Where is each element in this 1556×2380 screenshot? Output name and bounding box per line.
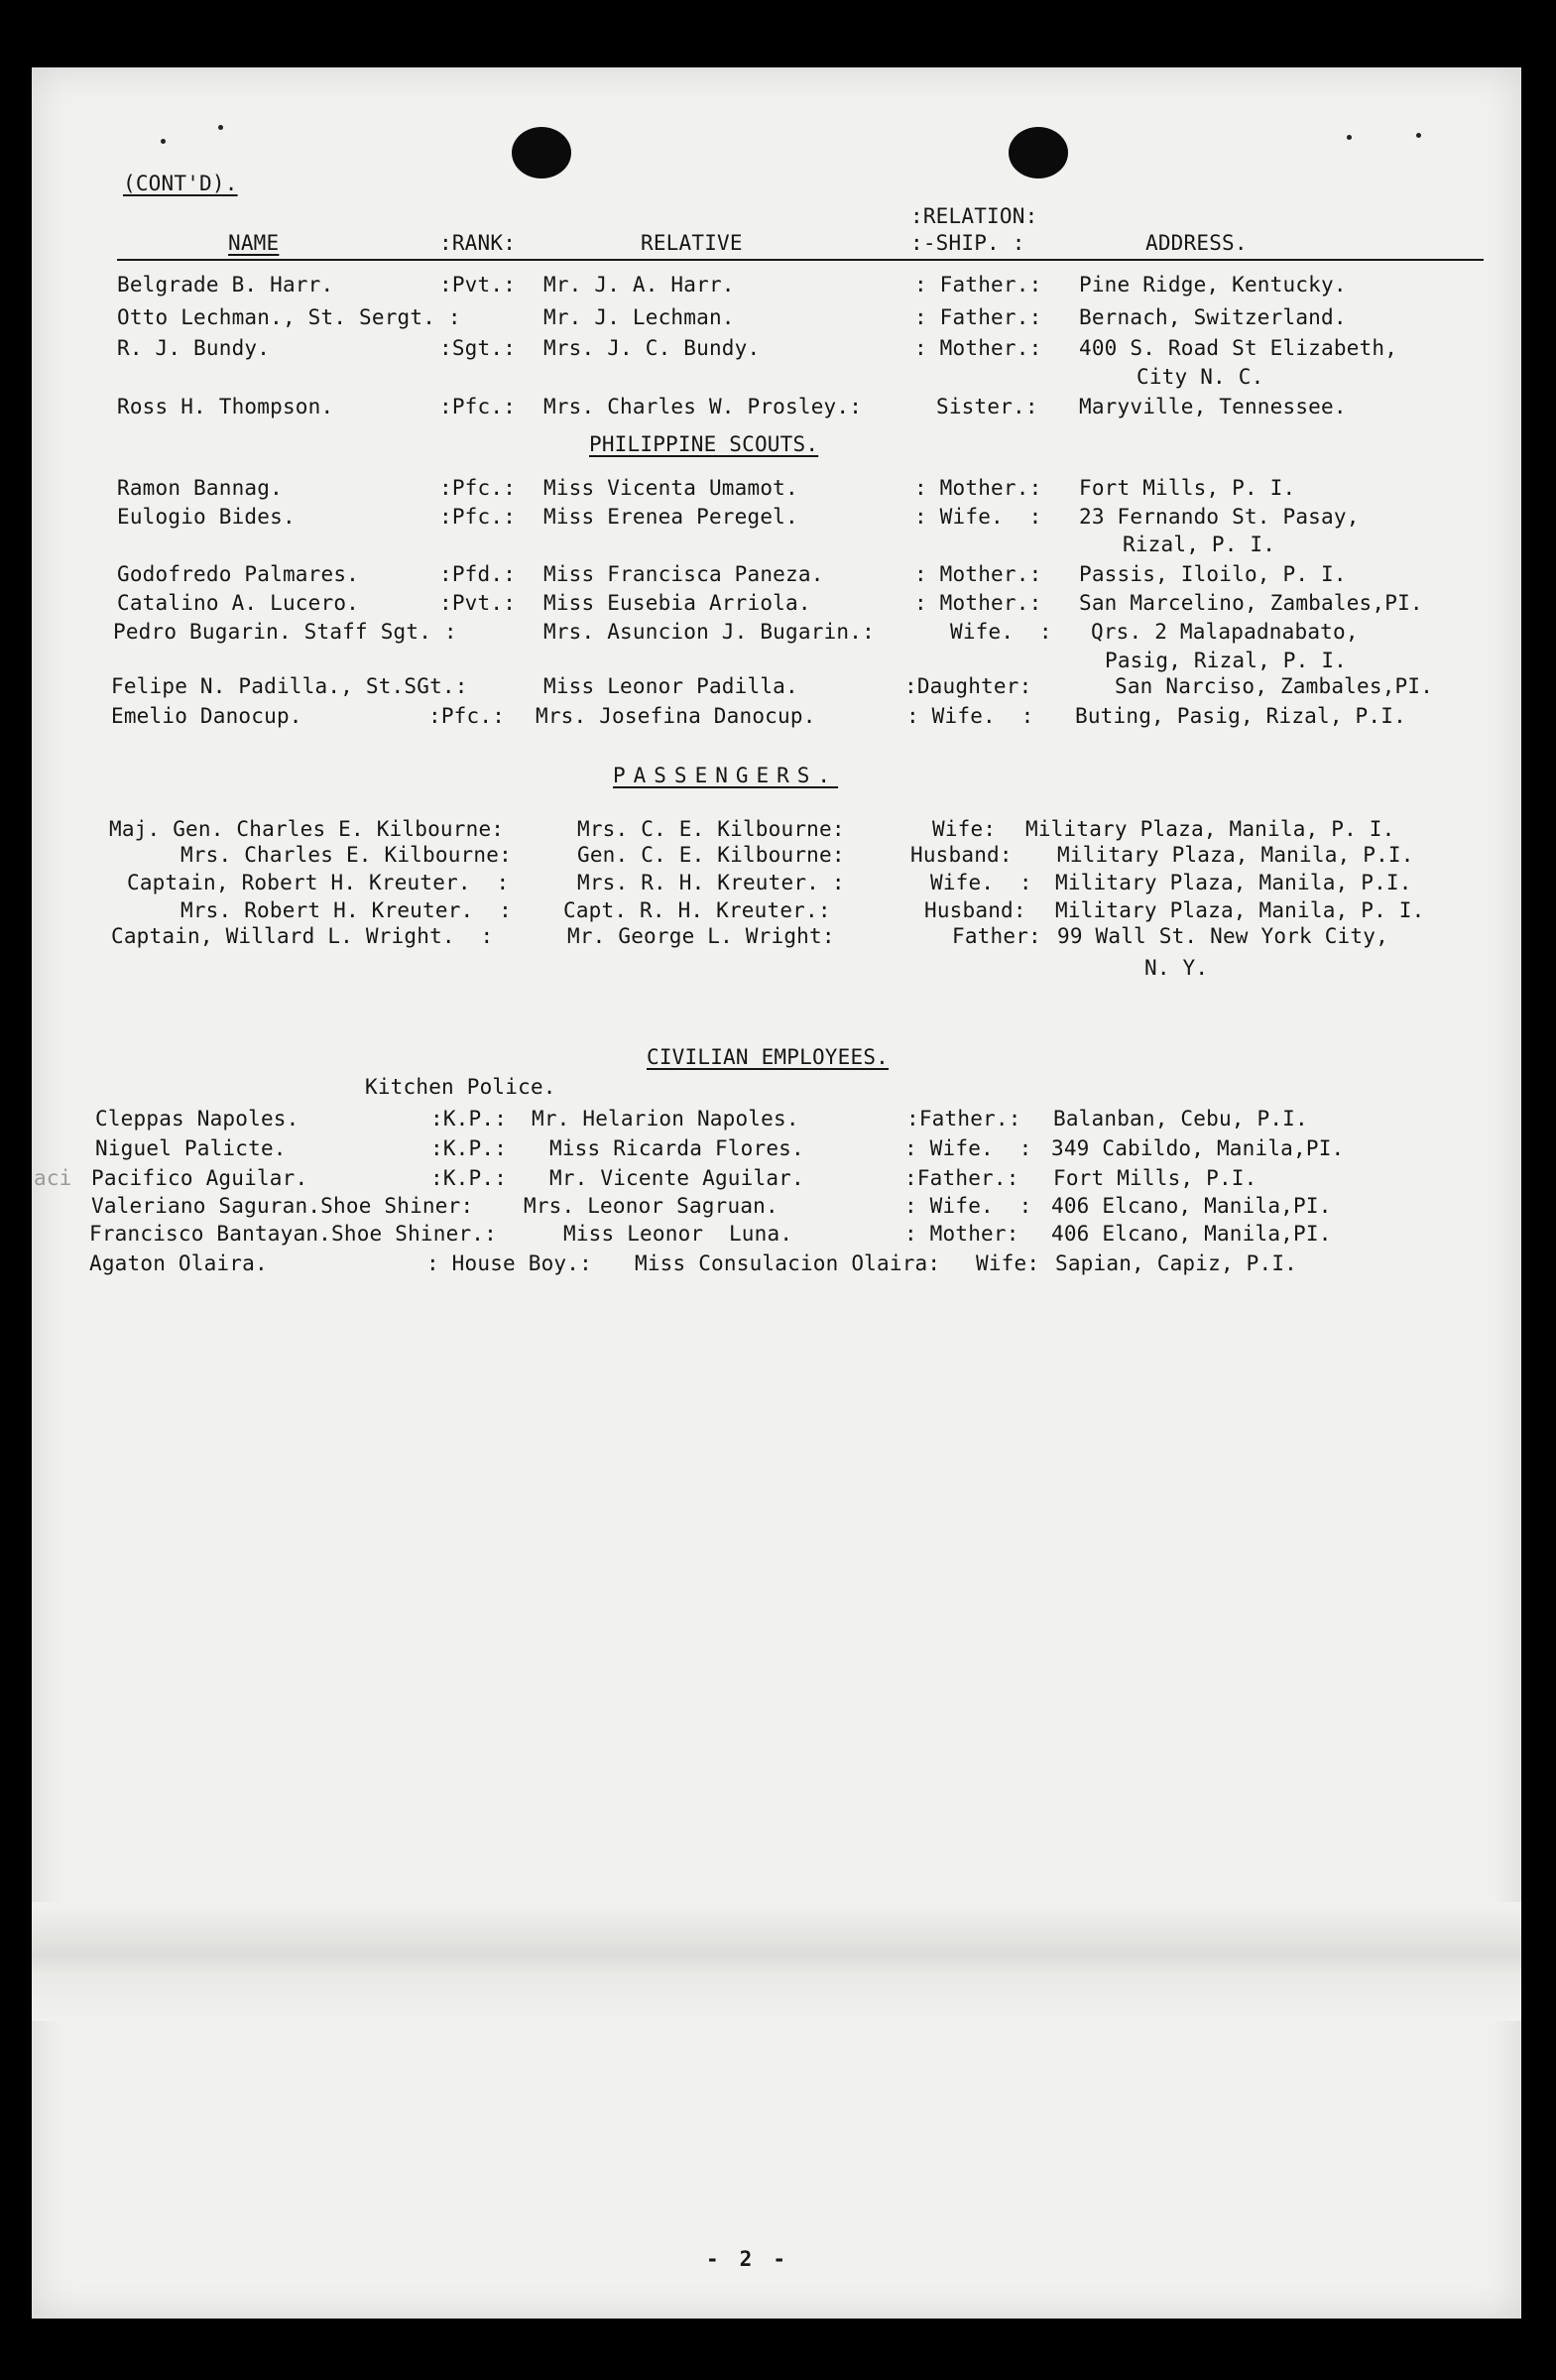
- column-header-relative: RELATIVE: [641, 231, 743, 255]
- row-relative: Mr. Helarion Napoles.: [532, 1107, 799, 1130]
- speck: [218, 125, 223, 130]
- row-address: 406 Elcano, Manila,PI.: [1051, 1194, 1332, 1218]
- row-name: Valeriano Saguran.Shoe Shiner:: [91, 1194, 474, 1218]
- punch-hole-left: [512, 127, 571, 178]
- row-relationship: Father:: [952, 924, 1041, 948]
- row-address: 99 Wall St. New York City,: [1057, 924, 1388, 948]
- row-relative: Mrs. R. H. Kreuter. :: [577, 871, 845, 894]
- row-relative: Miss Vicenta Umamot.: [543, 476, 798, 500]
- row-address: San Marcelino, Zambales,PI.: [1079, 591, 1423, 615]
- row-rank: :Pfc.:: [439, 505, 517, 529]
- row-relationship: : Wife. :: [906, 704, 1034, 728]
- row-address: Military Plaza, Manila, P. I.: [1055, 898, 1425, 922]
- row-address-cont: Rizal, P. I.: [1123, 533, 1276, 556]
- row-address: Military Plaza, Manila, P.I.: [1055, 871, 1412, 894]
- row-rank: :Pvt.:: [439, 273, 517, 297]
- row-name: Maj. Gen. Charles E. Kilbourne:: [109, 817, 505, 841]
- row-address: Fort Mills, P.I.: [1053, 1166, 1257, 1190]
- row-relationship: Husband:: [910, 843, 1013, 867]
- row-relative: Mrs. Asuncion J. Bugarin.:: [543, 620, 875, 644]
- speck: [1347, 135, 1352, 140]
- row-name: Francisco Bantayan.Shoe Shiner.:: [89, 1222, 497, 1246]
- row-address-cont: City N. C.: [1137, 365, 1264, 389]
- row-name: Catalino A. Lucero.: [117, 591, 360, 615]
- row-relative: Mrs. Leonor Sagruan.: [524, 1194, 778, 1218]
- row-relationship: : Wife. :: [914, 505, 1042, 529]
- column-header-address: ADDRESS.: [1145, 231, 1248, 255]
- contd-label: (CONT'D).: [123, 172, 238, 195]
- row-name: Eulogio Bides.: [117, 505, 296, 529]
- row-address: Sapian, Capiz, P.I.: [1055, 1251, 1298, 1275]
- row-relationship: : Mother.:: [914, 562, 1042, 586]
- row-relative: Miss Erenea Peregel.: [543, 505, 798, 529]
- row-relationship: : Wife. :: [904, 1194, 1032, 1218]
- row-relationship: : Wife. :: [904, 1136, 1032, 1160]
- row-address: Fort Mills, P. I.: [1079, 476, 1296, 500]
- row-relationship: :Father.:: [904, 1166, 1019, 1190]
- row-address: Pine Ridge, Kentucky.: [1079, 273, 1347, 297]
- row-relationship: : Father.:: [914, 305, 1042, 329]
- relation-header-line1: :RELATION:: [910, 204, 1038, 228]
- row-address: Passis, Iloilo, P. I.: [1079, 562, 1347, 586]
- column-header-rank: :RANK:: [439, 231, 517, 255]
- row-name: Captain, Willard L. Wright. :: [111, 924, 494, 948]
- row-address-cont: Pasig, Rizal, P. I.: [1105, 649, 1348, 672]
- row-relationship: : Mother.:: [914, 476, 1042, 500]
- row-name: Agaton Olaira.: [89, 1251, 268, 1275]
- row-relative: Miss Consulacion Olaira:: [635, 1251, 941, 1275]
- row-name: Belgrade B. Harr.: [117, 273, 334, 297]
- row-relationship: : Mother:: [904, 1222, 1019, 1246]
- row-address: Military Plaza, Manila, P.I.: [1057, 843, 1414, 867]
- row-rank: :K.P.:: [430, 1136, 508, 1160]
- column-header-relationship: :-SHIP. :: [910, 231, 1025, 255]
- row-relative: Mrs. C. E. Kilbourne:: [577, 817, 845, 841]
- row-rank: :Pfd.:: [439, 562, 517, 586]
- header-rule: [117, 259, 1484, 261]
- speck: [1416, 133, 1421, 138]
- row-relationship: Wife:: [932, 817, 997, 841]
- row-rank: :Pfc.:: [439, 395, 517, 418]
- column-header-name: NAME: [228, 231, 280, 255]
- row-rank: :Pvt.:: [439, 591, 517, 615]
- row-name: Captain, Robert H. Kreuter. :: [127, 871, 510, 894]
- row-name: Mrs. Charles E. Kilbourne:: [180, 843, 512, 867]
- row-rank: :K.P.:: [430, 1107, 508, 1130]
- row-relative: Miss Ricarda Flores.: [549, 1136, 804, 1160]
- row-address: 349 Cabildo, Manila,PI.: [1051, 1136, 1345, 1160]
- row-name: Pacifico Aguilar.: [91, 1166, 308, 1190]
- row-relationship: : Mother.:: [914, 591, 1042, 615]
- row-relative: Capt. R. H. Kreuter.:: [563, 898, 831, 922]
- row-relationship: : Father.:: [914, 273, 1042, 297]
- row-relationship: Sister.:: [936, 395, 1038, 418]
- row-relative: Miss Eusebia Arriola.: [543, 591, 811, 615]
- row-rank: :Pfc.:: [428, 704, 506, 728]
- row-rank: :K.P.:: [430, 1166, 508, 1190]
- section-heading-passengers: PASSENGERS.: [613, 764, 839, 787]
- row-relative: Mr. J. Lechman.: [543, 305, 735, 329]
- margin-fragment: aci: [34, 1166, 72, 1190]
- row-address: 406 Elcano, Manila,PI.: [1051, 1222, 1332, 1246]
- paper-crease: [32, 1902, 1521, 2021]
- row-relative: Miss Leonor Luna.: [563, 1222, 793, 1246]
- page-number: - 2 -: [706, 2247, 786, 2271]
- row-address: Military Plaza, Manila, P. I.: [1025, 817, 1395, 841]
- row-rank: :Sgt.:: [439, 336, 517, 360]
- row-rank: :Pfc.:: [439, 476, 517, 500]
- subheading-kitchen-police: Kitchen Police.: [365, 1075, 556, 1099]
- row-address: Balanban, Cebu, P.I.: [1053, 1107, 1308, 1130]
- row-address: San Narciso, Zambales,PI.: [1115, 674, 1434, 698]
- row-address: 400 S. Road St Elizabeth,: [1079, 336, 1398, 360]
- row-relative: Miss Leonor Padilla.: [543, 674, 798, 698]
- row-name: Otto Lechman., St. Sergt. :: [117, 305, 461, 329]
- row-name: R. J. Bundy.: [117, 336, 271, 360]
- row-relationship: Wife:: [976, 1251, 1040, 1275]
- row-relationship: Husband:: [924, 898, 1026, 922]
- row-relative: Gen. C. E. Kilbourne:: [577, 843, 845, 867]
- row-relative: Mr. George L. Wright:: [567, 924, 835, 948]
- row-name: Ross H. Thompson.: [117, 395, 334, 418]
- row-relationship: Wife. :: [930, 871, 1032, 894]
- row-name: Emelio Danocup.: [111, 704, 302, 728]
- row-name: Niguel Palicte.: [95, 1136, 287, 1160]
- row-name: Cleppas Napoles.: [95, 1107, 299, 1130]
- row-address: 23 Fernando St. Pasay,: [1079, 505, 1360, 529]
- row-relative: Mr. J. A. Harr.: [543, 273, 735, 297]
- row-name: Felipe N. Padilla., St.SGt.:: [111, 674, 468, 698]
- row-relative: Miss Francisca Paneza.: [543, 562, 824, 586]
- row-relationship: Wife. :: [950, 620, 1052, 644]
- row-address: Bernach, Switzerland.: [1079, 305, 1347, 329]
- row-name: Godofredo Palmares.: [117, 562, 360, 586]
- row-name: Pedro Bugarin. Staff Sgt. :: [113, 620, 457, 644]
- row-relative: Mr. Vicente Aguilar.: [549, 1166, 804, 1190]
- row-address-cont: N. Y.: [1144, 956, 1209, 980]
- row-name: Mrs. Robert H. Kreuter. :: [180, 898, 512, 922]
- row-name: Ramon Bannag.: [117, 476, 283, 500]
- row-address: Qrs. 2 Malapadnabato,: [1091, 620, 1359, 644]
- row-relative: Mrs. Charles W. Prosley.:: [543, 395, 863, 418]
- punch-hole-right: [1009, 127, 1068, 178]
- row-relationship: :Father.:: [906, 1107, 1021, 1130]
- section-heading-civilian-employees: CIVILIAN EMPLOYEES.: [647, 1045, 890, 1069]
- row-relative: Mrs. Josefina Danocup.: [536, 704, 816, 728]
- section-heading-philippine-scouts: PHILIPPINE SCOUTS.: [589, 432, 819, 456]
- speck: [161, 139, 166, 144]
- row-relationship: : Mother.:: [914, 336, 1042, 360]
- row-address: Maryville, Tennessee.: [1079, 395, 1347, 418]
- row-relationship: :Daughter:: [904, 674, 1032, 698]
- row-rank: : House Boy.:: [426, 1251, 592, 1275]
- row-relative: Mrs. J. C. Bundy.: [543, 336, 761, 360]
- row-address: Buting, Pasig, Rizal, P.I.: [1075, 704, 1406, 728]
